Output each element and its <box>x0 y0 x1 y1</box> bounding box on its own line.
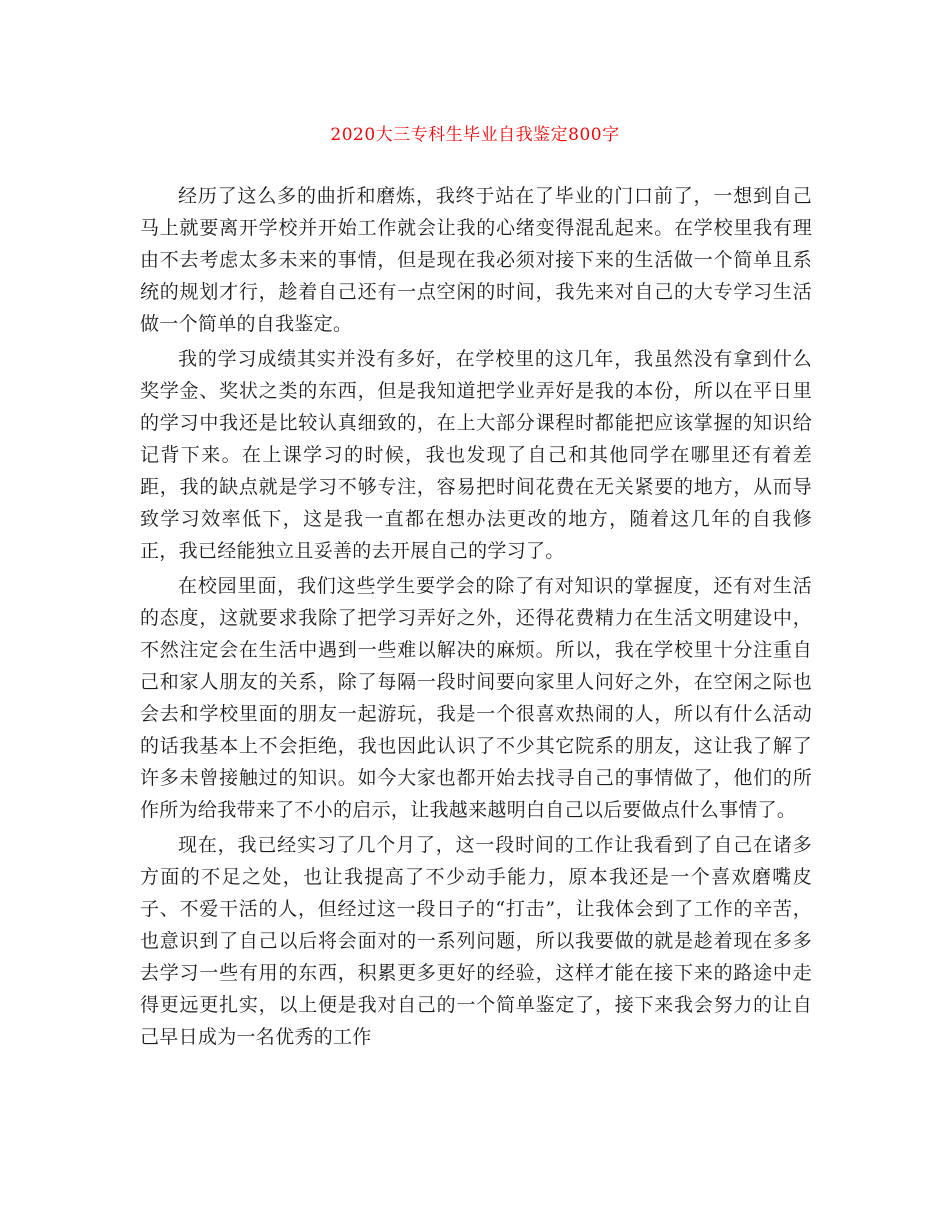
paragraph-3: 在校园里面，我们这些学生要学会的除了有对知识的掌握度，还有对生活的态度，这就要求我除了把学习弄好之外，还得花费精力在生活文明建设中，不然注定会在生活中遇到一些难以解决的麻烦。所以，我在学校里十分注重自己和家人朋友的关系，除了每隔一段时间要向家里人问好之外，在空闲之际也会去和学校里面的朋友一起游玩，我是一个很喜欢热闹的人，所以有什么活动的话我基本上不会拒绝，我也因此认识了不少其它院系的朋友，这让我了解了许多未曾接触过的知识。如今大家也都开始去找寻自己的事情做了，他们的所作所为给我带来了不小的启示，让我越来越明白自己以后要做点什么事情了。 <box>140 575 812 821</box>
paragraph-4: 现在，我已经实习了几个月了，这一段时间的工作让我看到了自己在诸多方面的不足之处，也让我提高了不少动手能力，原本我还是一个喜欢磨嘴皮子、不爱干活的人，但经过这一段日子的“打击”，让我体会到了工作的辛苦，也意识到了自己以后将会面对的一系列问题，所以我要做的就是趁着现在多多去学习一些有用的东西，积累更多更好的经验，这样才能在接下来的路途中走得更远更扎实，以上便是我对自己的一个简单鉴定了，接下来我会努力的让自己早日成为一名优秀的工作 <box>140 834 812 1048</box>
document-title: 2020大三专科生毕业自我鉴定800字 <box>330 125 620 145</box>
paragraph-1: 经历了这么多的曲折和磨炼，我终于站在了毕业的门口前了，一想到自己马上就要离开学校并开始工作就会让我的心绪变得混乱起来。在学校里我有理由不去考虑太多未来的事情，但是现在我必须对接下来的生活做一个简单且系统的规划才行，趁着自己还有一点空闲的时间，我先来对自己的大专学习生活做一个简单的自我鉴定。 <box>140 185 812 335</box>
paragraph-2: 我的学习成绩其实并没有多好，在学校里的这几年，我虽然没有拿到什么奖学金、奖状之类的东西，但是我知道把学业弄好是我的本份，所以在平日里的学习中我还是比较认真细致的，在上大部分课程时都能把应该掌握的知识给记背下来。在上课学习的时候，我也发现了自己和其他同学在哪里还有着差距，我的缺点就是学习不够专注，容易把时间花费在无关紧要的地方，从而导致学习效率低下，这是我一直都在想办法更改的地方，随着这几年的自我修正，我已经能独立且妥善的去开展自己的学习了。 <box>140 348 812 562</box>
document-body <box>140 180 812 1053</box>
